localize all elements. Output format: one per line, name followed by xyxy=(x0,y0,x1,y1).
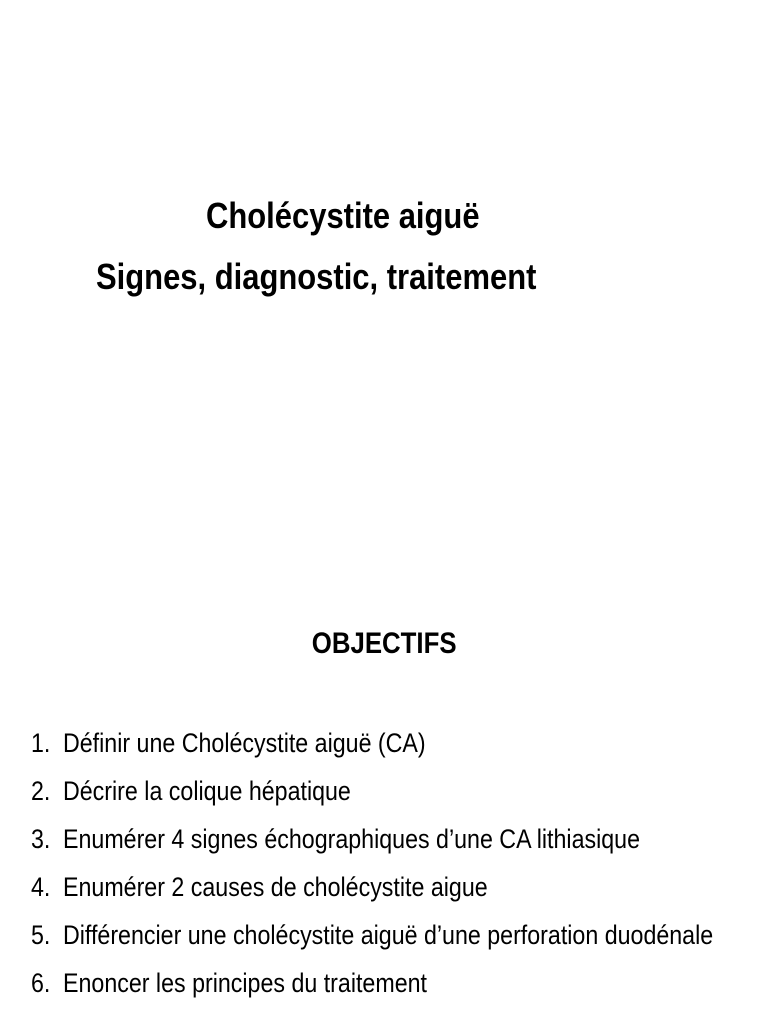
objective-number: 2. xyxy=(31,776,51,806)
objective-item-4 xyxy=(0,866,768,908)
objective-text: Enumérer 4 signes échographiques d’une CA lithiasique xyxy=(63,824,641,854)
objective-item-1 xyxy=(0,722,768,764)
objectives-heading xyxy=(0,626,768,662)
objective-text: Définir une Cholécystite aiguë (CA) xyxy=(63,728,426,758)
objective-item-6 xyxy=(0,962,768,1004)
objective-text: Enoncer les principes du traitement xyxy=(63,968,427,998)
objective-number: 4. xyxy=(31,872,51,902)
objectives-heading-text: OBJECTIFS xyxy=(311,627,457,660)
objectives-list xyxy=(0,722,768,1010)
objective-item-5 xyxy=(0,914,768,956)
objective-text: Décrire la colique hépatique xyxy=(63,776,351,806)
objective-number: 6. xyxy=(31,968,51,998)
objective-number: 3. xyxy=(31,824,51,854)
objective-item-3 xyxy=(0,818,768,860)
document-subtitle: Signes, diagnostic, traitement xyxy=(96,256,537,297)
objective-item-2 xyxy=(0,770,768,812)
document-title: Cholécystite aiguë xyxy=(206,195,480,236)
objective-number: 1. xyxy=(31,728,51,758)
objective-text: Différencier une cholécystite aiguë d’une perforation duodénale xyxy=(63,920,714,950)
objective-text: Enumérer 2 causes de cholécystite aigue xyxy=(63,872,488,902)
objective-number: 5. xyxy=(31,920,51,950)
